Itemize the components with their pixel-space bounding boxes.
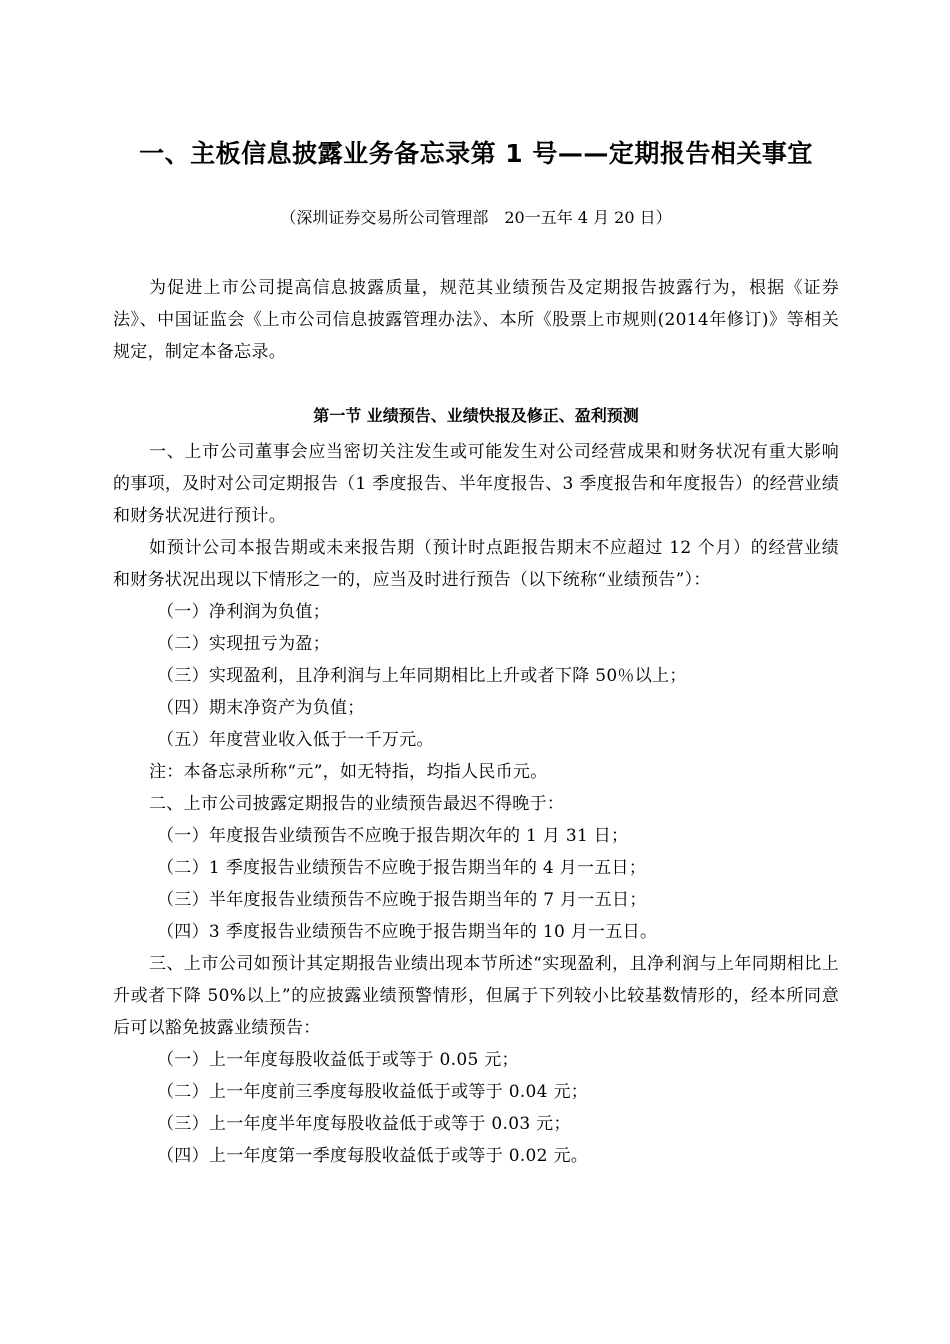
section-body: [113, 436, 839, 1172]
list-item: （四）期末净资产为负值；: [157, 698, 365, 718]
list-item: （五）年度营业收入低于一千万元。: [157, 730, 434, 750]
list-item: （二）上一年度前三季度每股收益低于或等于 0.04 元；: [157, 1082, 589, 1102]
list-item: （四）上一年度第一季度每股收益低于或等于 0.02 元。: [157, 1146, 589, 1166]
document-subtitle: （深圳证券交易所公司管理部 20一五年 4 月 20 日）: [280, 208, 672, 227]
note-paragraph: 注：本备忘录所称“元”，如无特指，均指人民币元。: [149, 762, 548, 782]
document-title: 一、主板信息披露业务备忘录第 1 号——定期报告相关事宜: [139, 139, 813, 168]
intro-block: [113, 272, 839, 368]
paragraph-4: 三、上市公司如预计其定期报告业绩出现本节所述“实现盈利，且净利润与上年同期相比上升或者下降 50%以上”的应披露业绩预警情形，但属于下列较小比较基数情形的，经本所同意后可以豁免披露业绩预告：: [113, 954, 839, 1038]
list-item: （三）半年度报告业绩预告不应晚于报告期当年的 7 月一五日；: [157, 890, 647, 910]
list-item: （一）净利润为负值；: [157, 602, 330, 622]
list-item: （一）年度报告业绩预告不应晚于报告期次年的 1 月 31 日；: [157, 826, 629, 846]
paragraph-1: 一、上市公司董事会应当密切关注发生或可能发生对公司经营成果和财务状况有重大影响的事项，及时对公司定期报告（1 季度报告、半年度报告、3 季度报告和年度报告）的经营业绩和财务状况进行预计。: [113, 442, 839, 526]
paragraph-2: 如预计公司本报告期或未来报告期（预计时点距报告期末不应超过 12 个月）的经营业绩和财务状况出现以下情形之一的，应当及时进行预告（以下统称“业绩预告”）：: [113, 538, 839, 590]
section-title: 第一节 业绩预告、业绩快报及修正、盈利预测: [313, 406, 639, 425]
list-item: （三）上一年度半年度每股收益低于或等于 0.03 元；: [157, 1114, 571, 1134]
list-item: （一）上一年度每股收益低于或等于 0.05 元；: [157, 1050, 519, 1070]
list-item: （二）1 季度报告业绩预告不应晚于报告期当年的 4 月一五日；: [157, 858, 647, 878]
list-item: （四）3 季度报告业绩预告不应晚于报告期当年的 10 月一五日。: [157, 922, 658, 942]
intro-paragraph: 为促进上市公司提高信息披露质量，规范其业绩预告及定期报告披露行为，根据《证券法》、中国证监会《上市公司信息披露管理办法》、本所《股票上市规则(2014年修订)》等相关规定，制定本备忘录。: [113, 278, 839, 362]
paragraph-3: 二、上市公司披露定期报告的业绩预告最迟不得晚于：: [149, 794, 565, 814]
list-item: （三）实现盈利，且净利润与上年同期相比上升或者下降 50％以上；: [157, 666, 687, 686]
list-item: （二）实现扭亏为盈；: [157, 634, 330, 654]
